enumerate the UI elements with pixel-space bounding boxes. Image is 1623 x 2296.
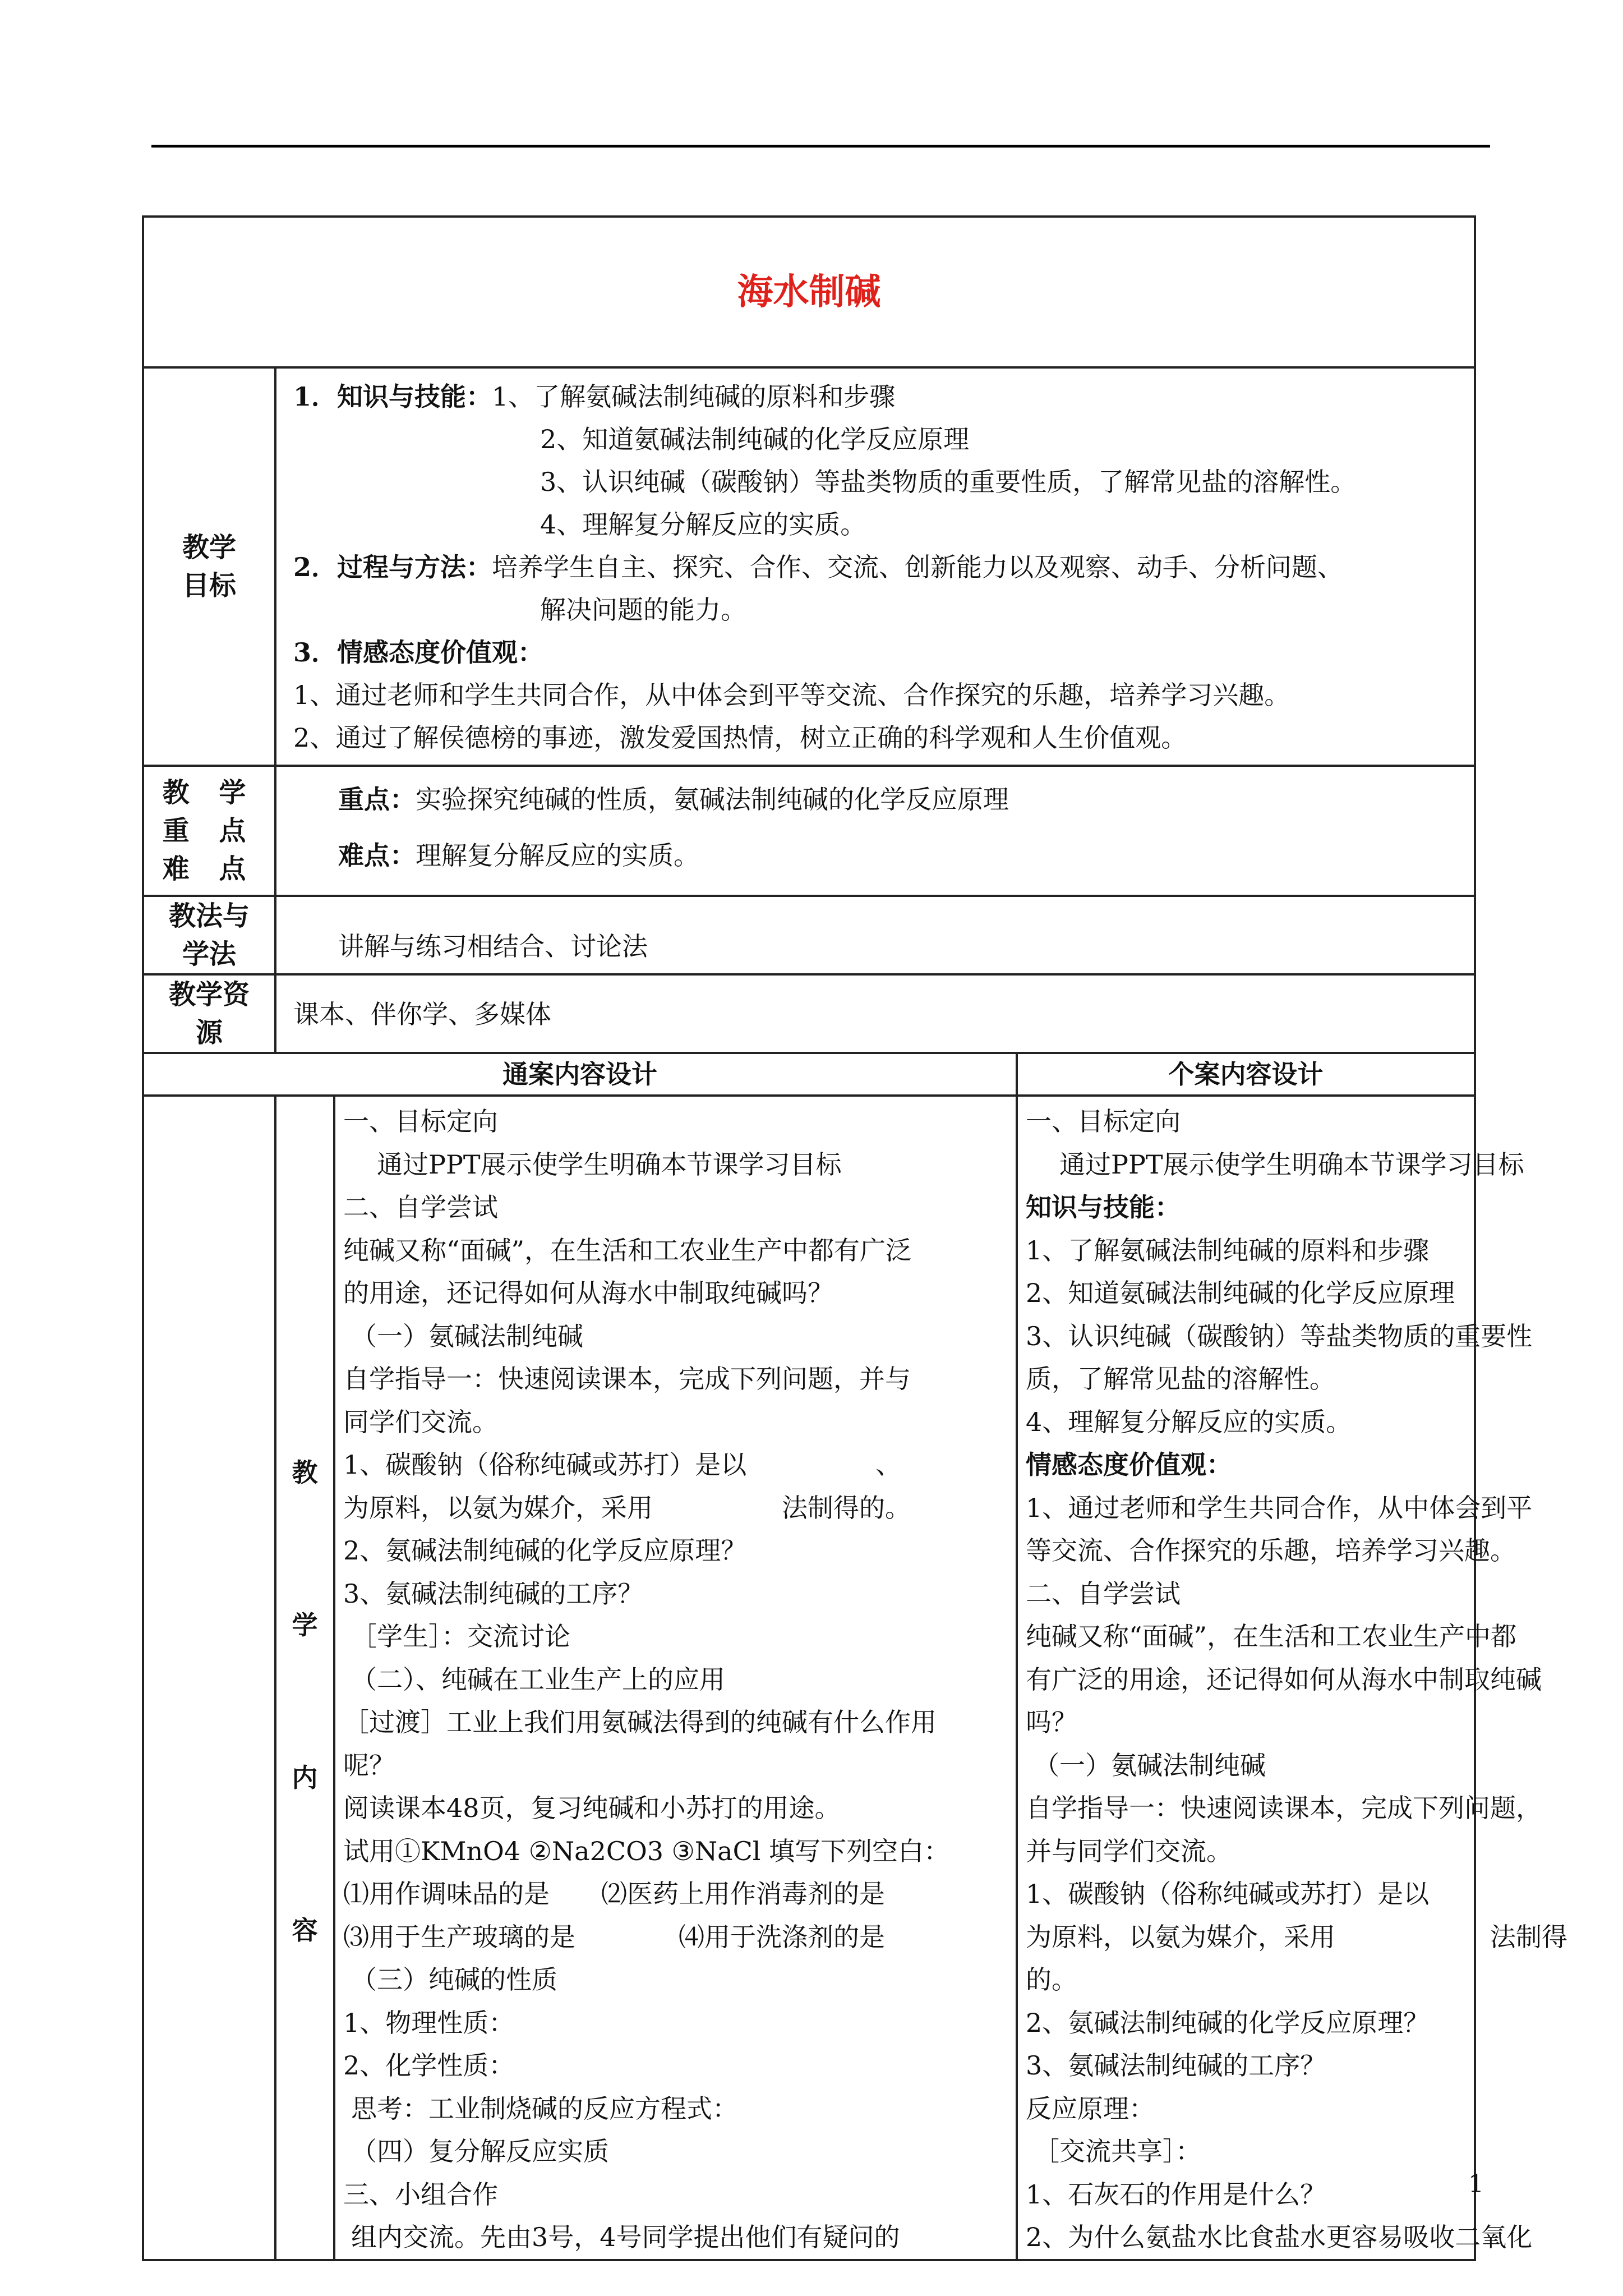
list-item: （三）纯碱的性质: [351, 1964, 557, 1995]
list-item: 的。: [1026, 1964, 1077, 1995]
general-design-content: [334, 1096, 1017, 2260]
list-item: 纯碱又称“面碱”，在生活和工农业生产中都有广泛: [343, 1235, 912, 1266]
list-item: ［学生］：交流讨论: [351, 1621, 570, 1651]
list-item: 并与同学们交流。: [1026, 1835, 1232, 1866]
list-item: 1、物理性质：: [343, 2007, 515, 2038]
focus-content: [275, 766, 1475, 896]
key-point: 重点：实验探究纯碱的性质，氨碱法制纯碱的化学反应原理: [338, 784, 1009, 815]
list-item: 1、了解氨碱法制纯碱的原料和步骤: [1026, 1235, 1430, 1266]
list-item: 三、小组合作: [343, 2179, 498, 2210]
list-item: 为原料，以氨为媒介，采用 法制得的。: [343, 1492, 911, 1523]
list-item: 有广泛的用途，还记得如何从海水中制取纯碱: [1026, 1664, 1542, 1695]
objective-line: 1、通过老师和学生共同合作，从中体会到平等交流、合作探究的乐趣，培养学习兴趣。: [293, 680, 1290, 710]
methods-label: 教法与 学法: [143, 896, 275, 974]
list-item: 3、氨碱法制纯碱的工序？: [1026, 2050, 1326, 2081]
list-item: 1、碳酸钠（俗称纯碱或苏打）是以 、: [343, 1450, 902, 1480]
list-item: （一）氨碱法制纯碱: [1034, 1750, 1266, 1780]
list-item: ［交流共享］：: [1034, 2136, 1201, 2166]
list-item: ⑶用于生产玻璃的是 ⑷用于洗涤剂的是: [343, 1921, 885, 1952]
list-item: 的用途，还记得如何从海水中制取纯碱吗？: [343, 1278, 833, 1308]
objectives-label: 教学 目标: [143, 367, 275, 766]
list-item: 组内交流。先由3号，4号同学提出他们有疑问的: [351, 2222, 900, 2252]
methods-content: 讲解与练习相结合、讨论法: [275, 896, 1475, 974]
list-item: 2、氨碱法制纯碱的化学反应原理？: [1026, 2007, 1430, 2038]
difficult-point: 难点：理解复分解反应的实质。: [338, 840, 699, 871]
list-item: （四）复分解反应实质: [351, 2136, 609, 2166]
list-item: 二、自学尝试: [343, 1192, 498, 1222]
list-item: 3、认识纯碱（碳酸钠）等盐类物质的重要性: [1026, 1320, 1533, 1351]
list-item: 纯碱又称“面碱”，在生活和工农业生产中都: [1026, 1621, 1517, 1651]
list-item: 呢？: [343, 1750, 395, 1780]
lesson-plan-table: [142, 215, 1567, 2261]
list-item: 2、知道氨碱法制纯碱的化学反应原理: [1026, 1278, 1455, 1308]
objective-line: 4、理解复分解反应的实质。: [540, 509, 866, 540]
list-item: 一、目标定向: [343, 1106, 498, 1137]
focus-label: 教 学 重 点 难 点: [143, 766, 275, 896]
list-item: 1、石灰石的作用是什么？: [1026, 2179, 1326, 2210]
list-item: 2、为什么氨盐水比食盐水更容易吸收二氧化: [1026, 2222, 1533, 2252]
list-item: 1、碳酸钠（俗称纯碱或苏打）是以: [1026, 1879, 1430, 1909]
objective-line: 2、知道氨碱法制纯碱的化学反应原理: [540, 424, 970, 454]
list-item: （一）氨碱法制纯碱: [351, 1320, 583, 1351]
list-item: 3、氨碱法制纯碱的工序？: [343, 1578, 644, 1609]
list-item: 质，了解常见盐的溶解性。: [1026, 1364, 1335, 1394]
list-item: 知识与技能：: [1026, 1192, 1181, 1222]
list-item: 一、目标定向: [1026, 1106, 1181, 1137]
list-item: 通过PPT展示使学生明确本节课学习目标: [377, 1149, 842, 1180]
list-item: 1、通过老师和学生共同合作，从中体会到平: [1026, 1492, 1533, 1523]
list-item: 通过PPT展示使学生明确本节课学习目标: [1059, 1149, 1524, 1180]
list-item: 2、氨碱法制纯碱的化学反应原理？: [343, 1535, 747, 1566]
teaching-content-label: 教 学 内 容: [275, 1096, 334, 2260]
page-number: 1: [1468, 2170, 1484, 2198]
list-item: 反应原理：: [1026, 2093, 1155, 2124]
list-item: 吗？: [1026, 1707, 1077, 1737]
objective-line: 2．过程与方法：培养学生自主、探究、合作、交流、创新能力以及观察、动手、分析问题、: [293, 552, 1344, 582]
resources-label: 教学资 源: [143, 974, 275, 1053]
individual-design-header: 个案内容设计: [1017, 1053, 1475, 1096]
list-item: ⑴用作调味品的是 ⑵医药上用作消毒剂的是: [343, 1879, 885, 1909]
list-item: 阅读课本48页，复习纯碱和小苏打的用途。: [343, 1793, 841, 1823]
list-item: 二、自学尝试: [1026, 1578, 1181, 1609]
resources-content: 课本、伴你学、多媒体: [275, 974, 1475, 1053]
list-item: 为原料，以氨为媒介，采用 法制得: [1026, 1921, 1567, 1952]
list-item: 试用①KMnO4 ②Na2CO3 ③NaCl 填写下列空白：: [343, 1835, 950, 1866]
objective-line: 解决问题的能力。: [540, 595, 746, 625]
blank-side-cell: [143, 1096, 275, 2260]
general-design-header: 通案内容设计: [143, 1053, 1017, 1096]
list-item: 同学们交流。: [343, 1406, 498, 1437]
list-item: 情感态度价值观：: [1026, 1450, 1232, 1480]
objective-line: 2、通过了解侯德榜的事迹，激发爱国热情，树立正确的科学观和人生价值观。: [293, 723, 1187, 753]
list-item: 思考：工业制烧碱的反应方程式：: [351, 2093, 738, 2124]
list-item: 自学指导一：快速阅读课本，完成下列问题，并与: [343, 1364, 911, 1394]
list-item: （二）、纯碱在工业生产上的应用: [351, 1664, 725, 1695]
objective-line: 3、认识纯碱（碳酸钠）等盐类物质的重要性质，了解常见盐的溶解性。: [540, 467, 1357, 497]
list-item: 4、理解复分解反应的实质。: [1026, 1406, 1352, 1437]
document-title: 海水制碱: [143, 217, 1475, 367]
list-item: 2、化学性质：: [343, 2050, 515, 2081]
objective-line: 3．情感态度价值观：: [293, 637, 544, 668]
individual-design-content: [1017, 1096, 1567, 2260]
list-item: ［过渡］工业上我们用氨碱法得到的纯碱有什么作用: [343, 1707, 937, 1737]
objective-line: 1．知识与技能：1、了解氨碱法制纯碱的原料和步骤: [293, 381, 896, 412]
list-item: 自学指导一：快速阅读课本，完成下列问题，: [1026, 1793, 1542, 1823]
header-rule: [151, 145, 1490, 148]
list-item: 等交流、合作探究的乐趣，培养学习兴趣。: [1026, 1535, 1516, 1566]
objectives-content: [275, 367, 1475, 766]
